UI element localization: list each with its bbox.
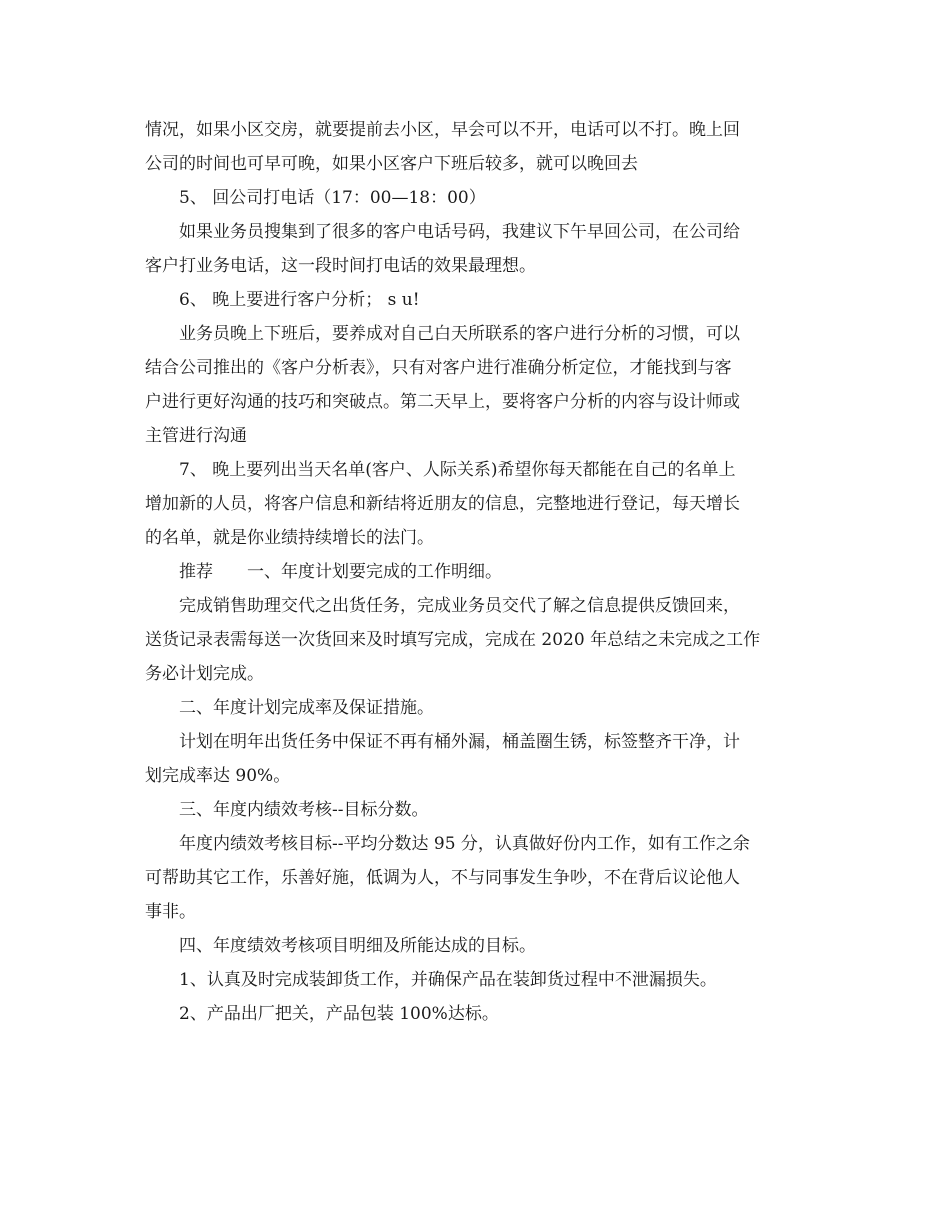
text-line: 年度内绩效考核目标--平均分数达 95 分，认真做好份内工作，如有工作之余 [179, 834, 750, 854]
section-4-item-2 [145, 997, 809, 1031]
text-line: 务必计划完成。 [145, 664, 264, 684]
text-line: 三、年度内绩效考核--目标分数。 [179, 800, 429, 820]
text-line: 1、认真及时完成装卸货工作，并确保产品在装卸货过程中不泄漏损失。 [179, 970, 717, 990]
text-line: 主管进行沟通 [145, 426, 247, 446]
text-line: 情况，如果小区交房，就要提前去小区，早会可以不开，电话可以不打。晚上回 [145, 120, 740, 140]
text-line: 划完成率达 90%。 [145, 766, 291, 786]
text-line: 的名单，就是你业绩持续增长的法门。 [145, 528, 434, 548]
section-4-item-1 [145, 963, 809, 997]
section-2-heading [145, 691, 809, 725]
text-line: 户进行更好沟通的技巧和突破点。第二天早上，要将客户分析的内容与设计师或 [145, 392, 740, 412]
text-line: 送货记录表需每送一次货回来及时填写完成，完成在 2020 年总结之未完成之工作 [145, 630, 761, 650]
section-2-body [145, 725, 809, 793]
item-5-body [145, 215, 809, 283]
text-line: 计划在明年出货任务中保证不再有桶外漏，桶盖圈生锈，标签整齐干净，计 [179, 732, 740, 752]
item-6-heading [145, 283, 809, 317]
text-line: 7、 晚上要列出当天名单(客户、人际关系)希望你每天都能在自己的名单上 [179, 460, 736, 480]
text-line: 二、年度计划完成率及保证措施。 [179, 698, 434, 718]
section-4-heading [145, 929, 809, 963]
text-line: 2、产品出厂把关，产品包装 100%达标。 [179, 1004, 499, 1024]
text-line: 公司的时间也可早可晚，如果小区客户下班后较多，就可以晚回去 [145, 154, 638, 174]
section-1-body [145, 589, 809, 691]
text-line: 如果业务员搜集到了很多的客户电话号码，我建议下午早回公司，在公司给 [179, 222, 740, 242]
text-line: 完成销售助理交代之出货任务，完成业务员交代了解之信息提供反馈回来， [179, 596, 740, 616]
text-line: 客户打业务电话，这一段时间打电话的效果最理想。 [145, 256, 536, 276]
section-3-heading [145, 793, 809, 827]
document-body [145, 113, 809, 1031]
text-line: 可帮助其它工作，乐善好施，低调为人，不与同事发生争吵，不在背后议论他人 [145, 868, 740, 888]
text-line: 事非。 [145, 902, 196, 922]
text-line: 5、 回公司打电话（17：00—18：00） [179, 188, 486, 208]
text-line: 结合公司推出的《客户分析表》，只有对客户进行准确分析定位，才能找到与客 [145, 358, 732, 378]
text-line: 推荐 一、年度计划要完成的工作明细。 [179, 562, 502, 582]
section-3-body [145, 827, 809, 929]
text-line: 业务员晚上下班后，要养成对自己白天所联系的客户进行分析的习惯，可以 [179, 324, 740, 344]
paragraph-continuation [145, 113, 809, 181]
text-line: 增加新的人员，将客户信息和新结将近朋友的信息，完整地进行登记，每天增长 [145, 494, 740, 514]
text-line: 6、 晚上要进行客户分析； s u! [179, 290, 420, 310]
text-line: 四、年度绩效考核项目明细及所能达成的目标。 [179, 936, 536, 956]
item-5-heading [145, 181, 809, 215]
section-1-heading [145, 555, 809, 589]
item-7-paragraph [145, 453, 809, 555]
item-6-body [145, 317, 809, 453]
